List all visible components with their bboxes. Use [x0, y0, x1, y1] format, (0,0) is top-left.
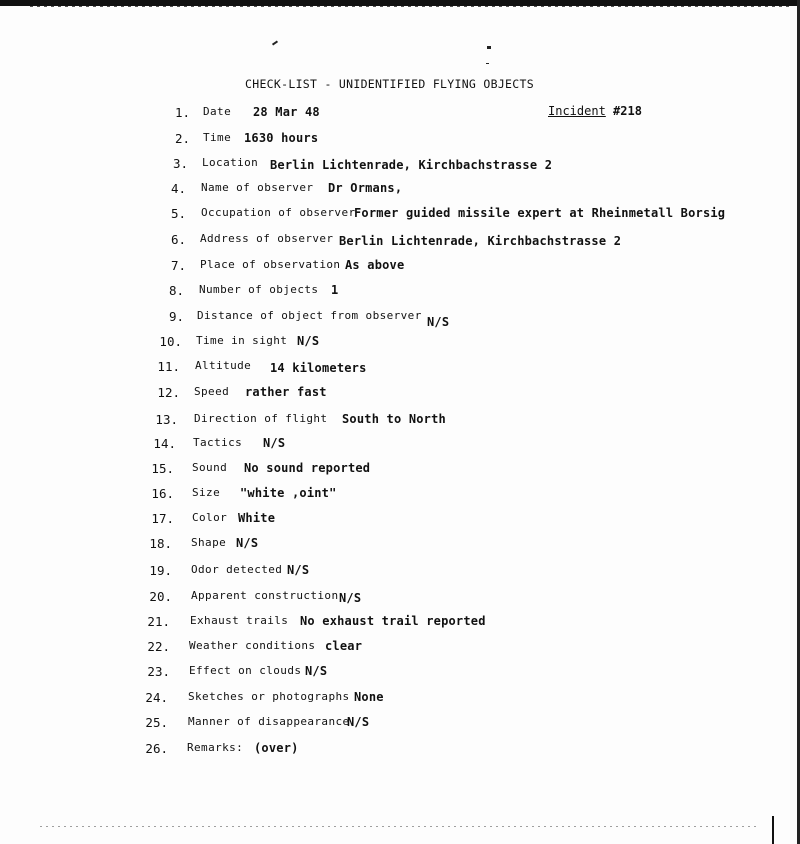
item-number: 11.: [157, 359, 180, 374]
item-value: clear: [325, 639, 363, 653]
item-number: 24.: [145, 690, 168, 705]
item-label: Time: [203, 131, 232, 144]
item-number: 10.: [159, 334, 182, 349]
scan-speck: [272, 40, 278, 45]
item-label: Address of observer: [200, 232, 334, 245]
item-number: 19.: [149, 563, 172, 578]
item-number: 17.: [151, 511, 174, 526]
item-number: 25.: [145, 715, 168, 730]
item-label: Effect on clouds: [189, 664, 302, 677]
item-label: Size: [192, 486, 221, 499]
item-value: N/S: [236, 536, 259, 550]
item-label: Occupation of observer: [201, 206, 356, 219]
item-number: 26.: [145, 741, 168, 756]
scan-top-border: [0, 0, 800, 6]
item-value: As above: [345, 258, 405, 272]
item-value: No exhaust trail reported: [300, 614, 486, 628]
item-value: Dr Ormans,: [328, 181, 403, 195]
item-value: 1: [331, 283, 339, 297]
item-value: N/S: [297, 334, 320, 348]
item-value: N/S: [305, 664, 328, 678]
item-number: 20.: [149, 589, 172, 604]
item-number: 5.: [170, 206, 186, 221]
item-number: 12.: [157, 385, 180, 400]
item-label: Odor detected: [191, 563, 283, 576]
item-label: Exhaust trails: [190, 614, 289, 627]
item-number: 8.: [168, 283, 184, 298]
item-value: White: [238, 511, 276, 525]
document-title: CHECK-LIST - UNIDENTIFIED FLYING OBJECTS: [245, 77, 534, 91]
item-label: Color: [192, 511, 228, 524]
item-number: 1.: [174, 105, 190, 120]
item-value: None: [354, 690, 384, 704]
item-number: 16.: [151, 486, 174, 501]
item-label: Direction of flight: [194, 412, 328, 425]
item-value: (over): [254, 741, 299, 755]
item-label: Place of observation: [200, 258, 341, 271]
incident-number: [548, 104, 642, 118]
item-label: Weather conditions: [189, 639, 316, 652]
item-value: N/S: [427, 315, 450, 329]
item-label: Remarks:: [187, 741, 244, 754]
item-value: 14 kilometers: [270, 361, 367, 375]
item-value: Former guided missile expert at Rheinmetall Borsig: [354, 206, 726, 220]
item-label: Distance of object from observer: [197, 309, 422, 322]
item-value: N/S: [287, 563, 310, 577]
item-label: Altitude: [195, 359, 252, 372]
item-value: N/S: [339, 591, 362, 605]
item-label: Number of objects: [199, 283, 319, 296]
item-number: 14.: [153, 436, 176, 451]
item-value: No sound reported: [244, 461, 371, 475]
item-label: Apparent construction: [191, 589, 339, 602]
item-value: Berlin Lichtenrade, Kirchbachstrasse 2: [339, 234, 622, 248]
incident-label: Incident: [548, 104, 606, 118]
item-number: 2.: [174, 131, 190, 146]
item-label: Time in sight: [196, 334, 288, 347]
item-number: 6.: [170, 232, 186, 247]
item-value: Berlin Lichtenrade, Kirchbachstrasse 2: [270, 158, 553, 172]
item-label: Speed: [194, 385, 230, 398]
item-number: 22.: [147, 639, 170, 654]
item-number: 23.: [147, 664, 170, 679]
item-label: Tactics: [193, 436, 243, 449]
item-number: 9.: [168, 309, 184, 324]
item-label: Shape: [191, 536, 227, 549]
scan-speck: [487, 46, 491, 49]
item-number: 7.: [170, 258, 186, 273]
scan-speck: [486, 63, 489, 64]
item-number: 3.: [172, 156, 188, 171]
item-value: rather fast: [245, 385, 327, 399]
item-number: 13.: [155, 412, 178, 427]
item-label: Sketches or photographs: [188, 690, 350, 703]
item-number: 15.: [151, 461, 174, 476]
item-value: South to North: [342, 412, 446, 426]
item-number: 18.: [149, 536, 172, 551]
item-value: N/S: [347, 715, 370, 729]
item-label: Name of observer: [201, 181, 314, 194]
item-value: 1630 hours: [244, 131, 319, 145]
item-number: 21.: [147, 614, 170, 629]
item-label: Sound: [192, 461, 228, 474]
scan-edge-mark: [772, 816, 774, 844]
item-label: Manner of disappearance: [188, 715, 350, 728]
incident-value: #218: [613, 104, 642, 118]
item-number: 4.: [170, 181, 186, 196]
item-value: "white ,oint": [240, 486, 337, 500]
item-value: N/S: [263, 436, 286, 450]
item-label: Date: [203, 105, 232, 118]
item-value: 28 Mar 48: [253, 105, 320, 119]
item-label: Location: [202, 156, 259, 169]
scan-bottom-rule: [40, 826, 760, 827]
